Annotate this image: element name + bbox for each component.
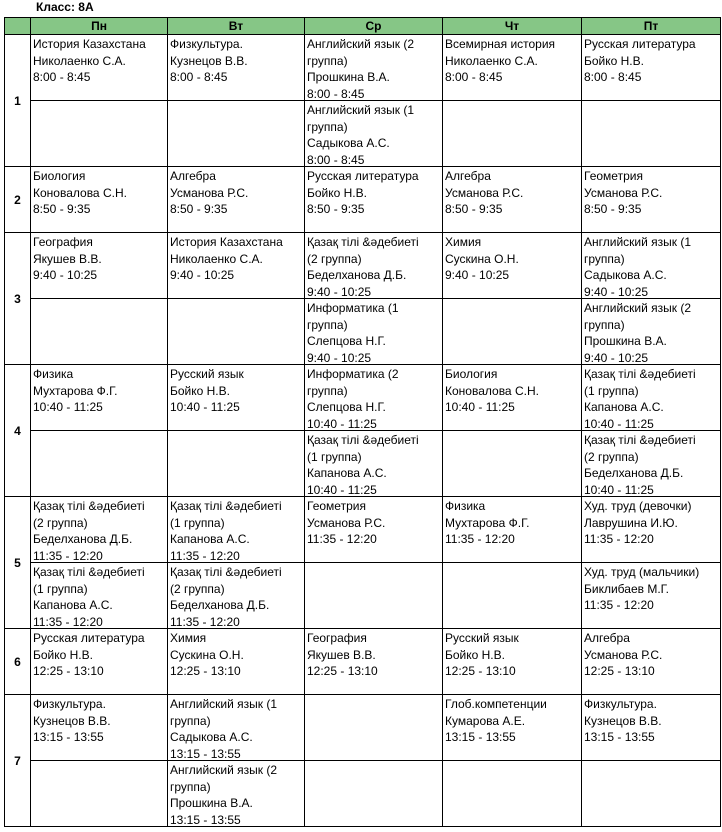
lesson-text: Русский язык Бойко Н.В. 12:25 - 13:10: [445, 631, 519, 679]
lesson-cell-thu: [443, 497, 582, 563]
lesson-text: Информатика (2 группа) Слепцова Н.Г. 10:40 - 11:25: [307, 367, 399, 430]
lesson-cell-tue: [168, 431, 305, 497]
lesson-cell-wed: [305, 629, 443, 695]
lesson-text: [443, 431, 581, 496]
lesson-cell-thu: [443, 563, 582, 629]
lesson-cell-wed: [305, 233, 443, 299]
lesson-text: [582, 101, 720, 166]
lesson-text: Геометрия Усманова Р.С. 8:50 - 9:35: [584, 169, 663, 217]
lesson-text: Физика Мухтарова Ф.Г. 10:40 - 11:25: [33, 367, 118, 415]
lesson-text: Худ. труд (девочки) Лаврушина И.Ю. 11:35 - 12:20: [584, 499, 692, 547]
lesson-text: Худ. труд (мальчики) Биклибаев М.Г. 11:35 - 12:20: [584, 565, 700, 613]
lesson-cell-tue: [168, 563, 305, 629]
lesson-cell-tue: [168, 695, 305, 761]
day-header-mon: Пн: [31, 18, 168, 35]
lesson-text: Қазақ тілі &әдебиеті (2 группа) Беделханова Д.Б. 11:35 - 12:20: [170, 565, 282, 628]
lesson-cell-mon: [31, 167, 168, 233]
lesson-text: Биология Коновалова С.Н. 10:40 - 11:25: [445, 367, 539, 415]
lesson-cell-fri: [582, 629, 721, 695]
lesson-text: Английский язык (1 группа) Садыкова А.С. 8:00 - 8:45: [307, 103, 415, 166]
lesson-cell-thu: [443, 299, 582, 365]
lesson-cell-fri: [582, 167, 721, 233]
lesson-text: [305, 761, 442, 826]
lesson-text: Английский язык (1 группа) Садыкова А.С. 13:15 - 13:55: [170, 697, 278, 760]
lesson-cell-tue: [168, 365, 305, 431]
lesson-text: Глоб.компетенции Кумарова А.Е. 13:15 - 13:55: [445, 697, 547, 745]
lesson-cell-tue: [168, 299, 305, 365]
lesson-cell-mon: [31, 629, 168, 695]
day-header-tue: Вт: [168, 18, 305, 35]
lesson-cell-thu: [443, 167, 582, 233]
lesson-cell-fri: [582, 35, 721, 101]
lesson-cell-tue: [168, 233, 305, 299]
period-row: [5, 167, 721, 233]
lesson-text: [443, 761, 581, 826]
lesson-cell-tue: [168, 167, 305, 233]
lesson-text: Физкультура. Кузнецов В.В. 13:15 - 13:55: [33, 697, 111, 745]
lesson-cell-thu: [443, 761, 582, 827]
period-number: 5: [5, 497, 31, 629]
lesson-text: [443, 299, 581, 364]
period-row: [5, 35, 721, 101]
lesson-cell-tue: [168, 761, 305, 827]
lesson-cell-wed: [305, 431, 443, 497]
lesson-cell-fri: [582, 233, 721, 299]
lesson-text: Қазақ тілі &әдебиеті (1 группа) Капанова А.С. 11:35 - 12:20: [170, 499, 282, 562]
period-row: [5, 761, 721, 827]
period-row: [5, 101, 721, 167]
lesson-text: [443, 101, 581, 166]
lesson-text: [582, 761, 720, 826]
lesson-text: Қазақ тілі &әдебиеті (2 группа) Беделханова Д.Б. 10:40 - 11:25: [584, 433, 696, 496]
lesson-cell-tue: [168, 35, 305, 101]
lesson-text: [31, 761, 167, 826]
period-number: 3: [5, 233, 31, 365]
lesson-text: Английский язык (2 группа) Прошкина В.А. 13:15 - 13:55: [170, 763, 278, 826]
period-row: [5, 695, 721, 761]
period-row: [5, 299, 721, 365]
period-number: 6: [5, 629, 31, 695]
lesson-text: Қазақ тілі &әдебиеті (1 группа) Капанова А.С. 11:35 - 12:20: [33, 565, 145, 628]
lesson-cell-mon: [31, 101, 168, 167]
lesson-text: Химия Сускина О.Н. 9:40 - 10:25: [445, 235, 519, 283]
lesson-cell-thu: [443, 431, 582, 497]
lesson-cell-mon: [31, 761, 168, 827]
lesson-cell-thu: [443, 233, 582, 299]
day-header-fri: Пт: [582, 18, 721, 35]
lesson-text: Алгебра Усманова Р.С. 12:25 - 13:10: [584, 631, 663, 679]
lesson-cell-mon: [31, 299, 168, 365]
lesson-cell-mon: [31, 695, 168, 761]
lesson-text: Қазақ тілі &әдебиеті (2 группа) Беделханова Д.Б. 9:40 - 10:25: [307, 235, 419, 298]
lesson-text: Қазақ тілі &әдебиеті (1 группа) Капанова А.С. 10:40 - 11:25: [307, 433, 419, 496]
lesson-text: Английский язык (2 группа) Прошкина В.А. 8:00 - 8:45: [307, 37, 415, 100]
lesson-text: Английский язык (1 группа) Садыкова А.С. 9:40 - 10:25: [584, 235, 692, 298]
header-row: [5, 18, 721, 35]
lesson-text: [168, 431, 304, 496]
lesson-text: Химия Сускина О.Н. 12:25 - 13:10: [170, 631, 244, 679]
corner-cell: [5, 18, 31, 35]
lesson-text: Физкультура. Кузнецов В.В. 8:00 - 8:45: [170, 37, 248, 85]
lesson-text: Информатика (1 группа) Слепцова Н.Г. 9:40 - 10:25: [307, 301, 399, 364]
lesson-cell-wed: [305, 497, 443, 563]
lesson-cell-thu: [443, 629, 582, 695]
period-row: [5, 497, 721, 563]
lesson-text: Физика Мухтарова Ф.Г. 11:35 - 12:20: [445, 499, 530, 547]
lesson-text: История Казахстана Николаенко С.А. 8:00 - 8:45: [33, 37, 146, 85]
lesson-cell-wed: [305, 761, 443, 827]
period-number: 2: [5, 167, 31, 233]
lesson-cell-fri: [582, 695, 721, 761]
lesson-text: [305, 563, 442, 628]
lesson-text: Физкультура. Кузнецов В.В. 13:15 - 13:55: [584, 697, 662, 745]
lesson-cell-mon: [31, 497, 168, 563]
lesson-cell-wed: [305, 167, 443, 233]
lesson-text: Қазақ тілі &әдебиеті (2 группа) Беделханова Д.Б. 11:35 - 12:20: [33, 499, 145, 562]
period-row: [5, 365, 721, 431]
lesson-text: [31, 431, 167, 496]
lesson-cell-thu: [443, 101, 582, 167]
schedule-table: [4, 17, 721, 827]
lesson-cell-thu: [443, 365, 582, 431]
lesson-cell-mon: [31, 233, 168, 299]
period-row: [5, 233, 721, 299]
lesson-cell-wed: [305, 35, 443, 101]
lesson-text: [31, 101, 167, 166]
lesson-text: [168, 101, 304, 166]
lesson-text: [305, 695, 442, 760]
lesson-cell-fri: [582, 497, 721, 563]
lesson-cell-wed: [305, 101, 443, 167]
lesson-text: Биология Коновалова С.Н. 8:50 - 9:35: [33, 169, 127, 217]
lesson-text: Русская литература Бойко Н.В. 8:00 - 8:45: [584, 37, 696, 85]
lesson-cell-wed: [305, 563, 443, 629]
lesson-cell-mon: [31, 365, 168, 431]
lesson-cell-mon: [31, 35, 168, 101]
lesson-cell-mon: [31, 563, 168, 629]
lesson-text: Русский язык Бойко Н.В. 10:40 - 11:25: [170, 367, 244, 415]
lesson-text: Русская литература Бойко Н.В. 8:50 - 9:35: [307, 169, 419, 217]
lesson-text: Геометрия Усманова Р.С. 11:35 - 12:20: [307, 499, 386, 547]
lesson-cell-fri: [582, 101, 721, 167]
lesson-cell-tue: [168, 497, 305, 563]
lesson-text: Қазақ тілі &әдебиеті (1 группа) Капанова А.С. 10:40 - 11:25: [584, 367, 696, 430]
day-header-thu: Чт: [443, 18, 582, 35]
lesson-cell-tue: [168, 629, 305, 695]
lesson-cell-fri: [582, 563, 721, 629]
lesson-cell-mon: [31, 431, 168, 497]
period-number: 1: [5, 35, 31, 167]
period-number: 4: [5, 365, 31, 497]
day-header-wed: Ср: [305, 18, 443, 35]
lesson-text: Алгебра Усманова Р.С. 8:50 - 9:35: [445, 169, 524, 217]
lesson-text: Русская литература Бойко Н.В. 12:25 - 13:10: [33, 631, 145, 679]
period-number: 7: [5, 695, 31, 827]
period-row: [5, 629, 721, 695]
lesson-cell-thu: [443, 35, 582, 101]
period-row: [5, 563, 721, 629]
lesson-text: Всемирная история Николаенко С.А. 8:00 - 8:45: [445, 37, 556, 85]
class-title: Класс: 8А: [36, 0, 94, 14]
lesson-cell-fri: [582, 761, 721, 827]
lesson-text: География Якушев В.В. 9:40 - 10:25: [33, 235, 102, 283]
lesson-cell-fri: [582, 365, 721, 431]
lesson-cell-wed: [305, 695, 443, 761]
lesson-text: [443, 563, 581, 628]
lesson-cell-fri: [582, 299, 721, 365]
lesson-cell-fri: [582, 431, 721, 497]
lesson-text: Английский язык (2 группа) Прошкина В.А. 9:40 - 10:25: [584, 301, 692, 364]
lesson-text: История Казахстана Николаенко С.А. 9:40 - 10:25: [170, 235, 283, 283]
lesson-text: [31, 299, 167, 364]
lesson-cell-wed: [305, 299, 443, 365]
lesson-cell-tue: [168, 101, 305, 167]
period-row: [5, 431, 721, 497]
lesson-text: Алгебра Усманова Р.С. 8:50 - 9:35: [170, 169, 249, 217]
lesson-cell-thu: [443, 695, 582, 761]
lesson-text: [168, 299, 304, 364]
lesson-cell-wed: [305, 365, 443, 431]
lesson-text: География Якушев В.В. 12:25 - 13:10: [307, 631, 378, 679]
